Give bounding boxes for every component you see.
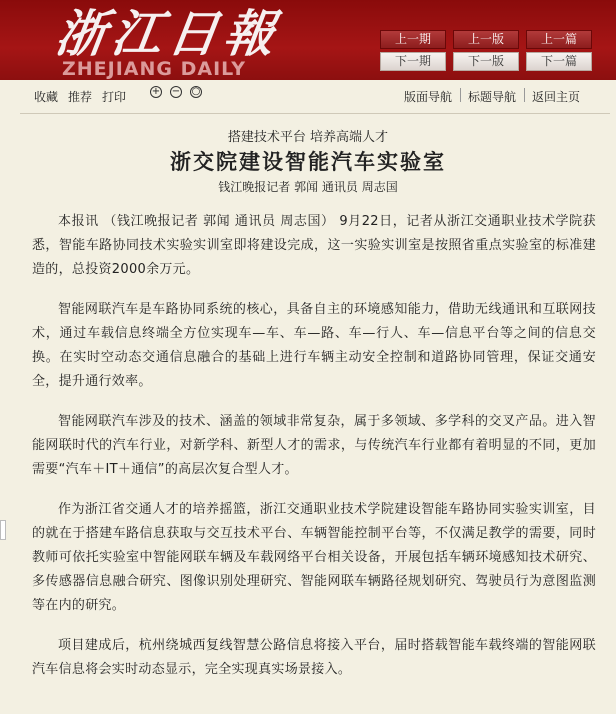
- article-paragraph: 智能网联汽车是车路协同系统的核心，具备自主的环境感知能力，借助无线通讯和互联网技术，通过车载信息终端全方位实现车—车、车—路、车—行人、车—信息平台等之间的信息交换。在实时空动态交通信息融合的基础上进行车辆主动安全控制和道路协同管理，保证交通安全，提升通行效率。: [32, 302, 596, 389]
- scroll-tab[interactable]: [0, 520, 6, 540]
- newspaper-logo-english: ZHEJIANG DAILY: [62, 58, 247, 80]
- newspaper-logo[interactable]: 浙江日報: [51, 4, 285, 63]
- prev-article-button[interactable]: 上一篇: [526, 30, 592, 49]
- prev-issue-button[interactable]: 上一期: [380, 30, 446, 49]
- next-article-button[interactable]: 下一篇: [526, 52, 592, 71]
- next-issue-button[interactable]: 下一期: [380, 52, 446, 71]
- separator: [460, 88, 461, 102]
- article-paragraph: 项目建成后，杭州绕城西复线智慧公路信息将接入平台，届时搭载智能车载终端的智能网联汽车信息将会实时动态显示，完全实现真实场景接入。: [32, 638, 596, 677]
- masthead: [0, 0, 616, 80]
- zoom-reset-icon[interactable]: ○: [191, 86, 201, 97]
- article-byline: 钱江晚报记者 郭闻 通讯员 周志国: [218, 180, 398, 194]
- toolbar-divider: [20, 113, 610, 114]
- print-link[interactable]: 打印: [102, 90, 127, 104]
- article-kicker: 搭建技术平台 培养高端人才: [227, 130, 389, 145]
- article-paragraph: 智能网联汽车涉及的技术、涵盖的领域非常复杂，属于多领域、多学科的交叉产品。进入智能网联时代的汽车行业，对新学科、新型人才的需求，与传统汽车行业都有着明显的不同，更加需要“汽车＋IT＋通信”的高层次复合型人才。: [32, 414, 596, 477]
- toolbar: [34, 86, 610, 106]
- title-nav-link[interactable]: 标题导航: [468, 90, 517, 104]
- article-body: [32, 210, 596, 698]
- article-paragraph: 作为浙江省交通人才的培养摇篮，浙江交通职业技术学院建设智能车路协同实验实训室，目的就在于搭建车路信息获取与交互技术平台、车辆智能控制平台等，不仅满足教学的需要，同时教师可依托实验室中智能网联车辆及车载网络平台相关设备，开展包括车辆环境感知技术研究、多传感器信息融合研究、图像识别处理研究、智能网联车辆路径规划研究、驾驶员行为意图监测等在内的研究。: [32, 502, 596, 613]
- prev-page-button[interactable]: 上一版: [453, 30, 519, 49]
- separator: [524, 88, 525, 102]
- home-link[interactable]: 返回主页: [532, 90, 581, 104]
- next-page-button[interactable]: 下一版: [453, 52, 519, 71]
- article-title: 浙交院建设智能汽车实验室: [170, 150, 446, 174]
- favorite-link[interactable]: 收藏: [34, 90, 59, 104]
- page-nav-link[interactable]: 版面导航: [404, 90, 453, 104]
- article-paragraph: 本报讯 （钱江晚报记者 郭闻 通讯员 周志国） 9月22日，记者从浙江交通职业技术学院获悉，智能车路协同技术实验实训室即将建设完成，这一实验实训室是按照省重点实验室的标准建造的，总投资2000余万元。: [32, 214, 596, 277]
- zoom-out-icon[interactable]: −: [171, 86, 181, 97]
- zoom-in-icon[interactable]: +: [151, 86, 161, 97]
- recommend-link[interactable]: 推荐: [68, 90, 93, 104]
